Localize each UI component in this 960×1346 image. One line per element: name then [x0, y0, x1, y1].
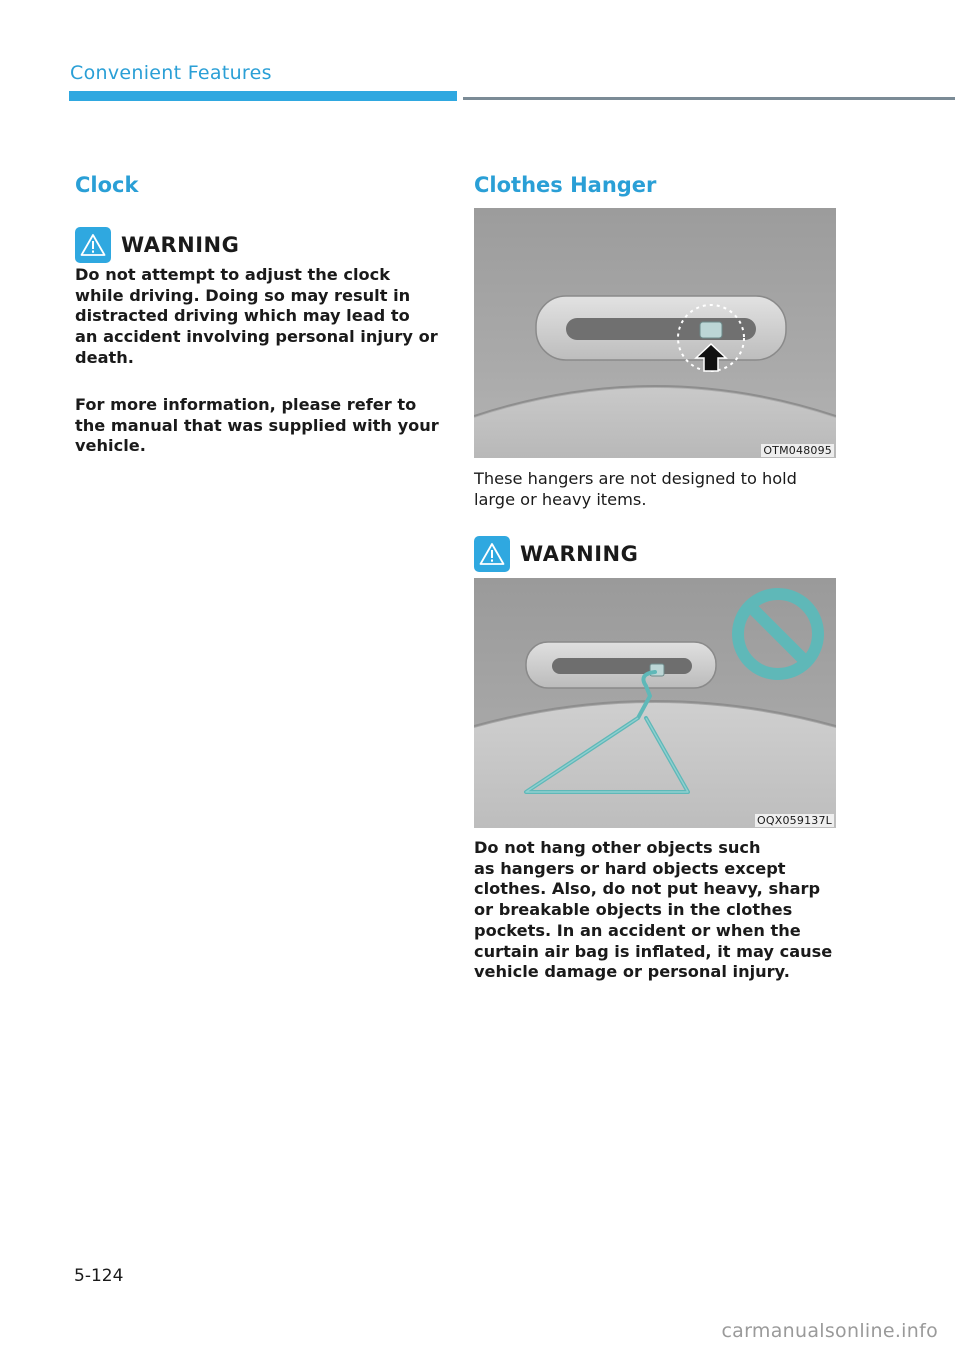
- warning-label: WARNING: [520, 542, 639, 566]
- figure-1-code: OTM048095: [763, 444, 832, 457]
- hanger-warning-text: Do not hang other objects such as hangers or hard objects except clothes. Also, do not put heavy, sharp or breakable objects in the clothes pockets. In an accident or when the curtain air bag is inflated, it may cause vehicle damage or personal injury.: [474, 838, 833, 982]
- clock-warning-header: [75, 227, 239, 263]
- clock-info-text: For more information, please refer to the manual that was supplied with your vehicle.: [75, 395, 439, 456]
- hanger-figure-2: [474, 578, 836, 828]
- hanger-note-text: These hangers are not designed to hold large or heavy items.: [474, 469, 797, 509]
- header-rule: [463, 97, 955, 100]
- hanger-figure-1: [474, 208, 836, 458]
- section-title: Convenient Features: [70, 62, 272, 84]
- page-number: 5-124: [74, 1266, 124, 1286]
- clock-heading: Clock: [75, 173, 139, 197]
- clock-warning-text: Do not attempt to adjust the clock while driving. Doing so may result in distracted driving which may lead to an accident involving personal injury or death.: [75, 265, 438, 367]
- warning-label: WARNING: [121, 233, 240, 257]
- hanger-warning-header: [474, 536, 638, 572]
- hanger-heading: Clothes Hanger: [474, 173, 657, 197]
- warning-icon: [474, 536, 510, 572]
- header-accent-bar: [69, 91, 457, 101]
- figure-2-code: OQX059137L: [757, 814, 832, 827]
- watermark: carmanualsonline.info: [721, 1320, 938, 1342]
- warning-icon: [75, 227, 111, 263]
